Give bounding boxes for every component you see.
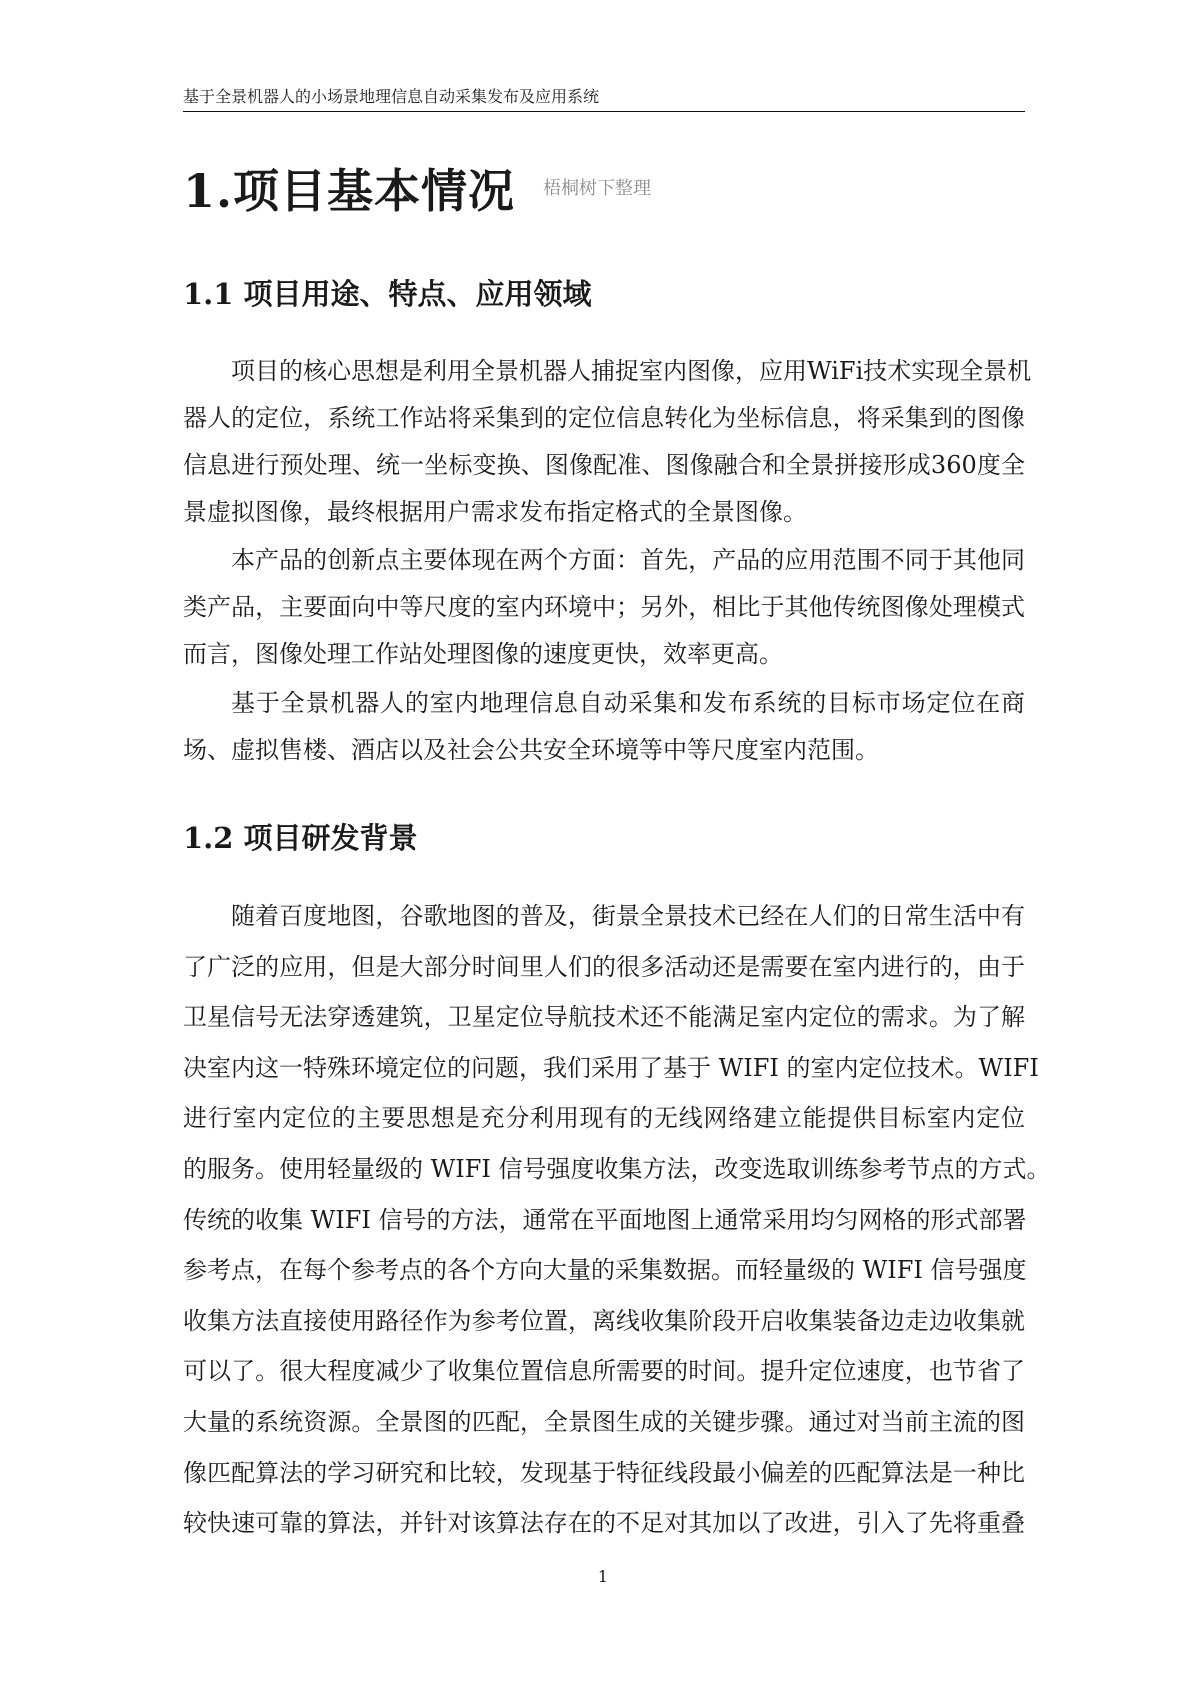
paragraph-3 (183, 691, 1025, 762)
watermark-text: 梧桐树下整理 (543, 178, 651, 199)
text-line: 进行室内定位的主要思想是充分利用现有的无线网络建立能提供目标室内定位 (183, 1104, 1025, 1133)
text-line: 了广泛的应用，但是大部分时间里人们的很多活动还是需要在室内进行的，由于 (183, 952, 1025, 981)
text-line: 的服务。使用轻量级的 WIFI 信号强度收集方法，改变选取训练参考节点的方式。 (183, 1154, 1051, 1183)
text-line: 卫星信号无法穿透建筑，卫星定位导航技术还不能满足室内定位的需求。为了解 (183, 1003, 1025, 1032)
header-rule (183, 111, 1025, 112)
text-line: 可以了。很大程度减少了收集位置信息所需要的时间。提升定位速度，也节省了 (183, 1357, 1025, 1386)
section-heading-1-1: 1.1 项目用途、特点、应用领域 (183, 277, 592, 311)
text-line: 场、虚拟售楼、酒店以及社会公共安全环境等中等尺度室内范围。 (183, 736, 879, 764)
text-line: 较快速可靠的算法，并针对该算法存在的不足对其加以了改进，引入了先将重叠 (183, 1509, 1025, 1538)
text-line: 传统的收集 WIFI 信号的方法，通常在平面地图上通常采用均匀网格的形式部署 (183, 1205, 1027, 1234)
text-line: 景虚拟图像，最终根据用户需求发布指定格式的全景图像。 (183, 498, 807, 526)
text-line: 决室内这一特殊环境定位的问题，我们采用了基于 WIFI 的室内定位技术。WIFI (183, 1053, 1039, 1082)
text-line: 参考点，在每个参考点的各个方向大量的采集数据。而轻量级的 WIFI 信号强度 (183, 1256, 1027, 1285)
running-header: 基于全景机器人的小场景地理信息自动采集发布及应用系统 (183, 87, 600, 106)
paragraph-background (183, 902, 1051, 1562)
text-line: 信息进行预处理、统一坐标变换、图像配准、图像融合和全景拼接形成360度全 (183, 451, 1025, 479)
text-line: 随着百度地图，谷歌地图的普及，街景全景技术已经在人们的日常生活中有 (231, 902, 1025, 930)
text-line: 大量的系统资源。全景图的匹配，全景图生成的关键步骤。通过对当前主流的图 (183, 1407, 1025, 1436)
text-line: 类产品，主要面向中等尺度的室内环境中；另外，相比于其他传统图像处理模式 (183, 593, 1025, 621)
text-line: 像匹配算法的学习研究和比较，发现基于特征线段最小偏差的匹配算法是一种比 (183, 1458, 1025, 1487)
text-line: 项目的核心思想是利用全景机器人捕捉室内图像，应用WiFi技术实现全景机 (231, 357, 1032, 385)
section-heading-1-2: 1.2 项目研发背景 (183, 821, 418, 855)
chapter-title: 1.项目基本情况 (183, 164, 516, 218)
text-line: 器人的定位，系统工作站将采集到的定位信息转化为坐标信息，将采集到的图像 (183, 404, 1025, 432)
text-line: 而言，图像处理工作站处理图像的速度更快，效率更高。 (183, 640, 783, 668)
paragraph-2 (183, 548, 1025, 666)
text-line: 基于全景机器人的室内地理信息自动采集和发布系统的目标市场定位在商 (231, 689, 1025, 717)
paragraph-1 (183, 357, 1032, 526)
text-line: 本产品的创新点主要体现在两个方面：首先，产品的应用范围不同于其他同 (231, 546, 1025, 574)
text-line: 收集方法直接使用路径作为参考位置，离线收集阶段开启收集装备边走边收集就 (183, 1306, 1025, 1335)
page-number: 1 (597, 1567, 609, 1586)
